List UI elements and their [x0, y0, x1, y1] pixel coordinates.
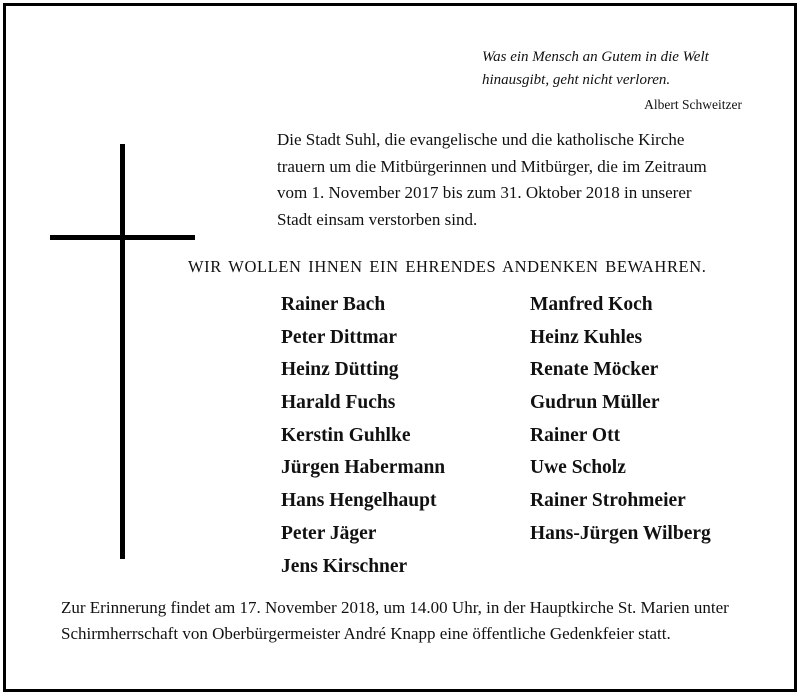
deceased-name: Uwe Scholz [530, 457, 626, 479]
footer-text [61, 595, 751, 647]
intro-line: Stadt einsam verstorben sind. [277, 209, 478, 229]
deceased-name: Jens Kirschner [281, 555, 408, 577]
intro-line: Die Stadt Suhl, die evangelische und die katholische Kirche [277, 130, 685, 149]
quote-line: Was ein Mensch an Gutem in die Welt [482, 49, 709, 65]
deceased-name: Gudrun Müller [530, 392, 660, 414]
deceased-name: Renate Möcker [530, 359, 659, 381]
cross-icon-bar [50, 235, 195, 240]
deceased-name: Heinz Dütting [281, 359, 399, 381]
names-column-left [281, 289, 445, 583]
cross-icon [120, 144, 125, 559]
footer-line: Schirmherrschaft von Oberbürgermeister André Knapp eine öffentliche Gedenkfeier statt. [61, 624, 671, 643]
quote-block [342, 46, 742, 116]
deceased-name: Peter Dittmar [281, 326, 398, 348]
deceased-name: Peter Jäger [281, 522, 377, 544]
deceased-name: Heinz Kuhles [530, 326, 643, 348]
deceased-name: Rainer Ott [530, 424, 621, 446]
motto-heading: WIR WOLLEN IHNEN EIN EHRENDES ANDENKEN BEWAHREN. [188, 257, 707, 276]
intro-line: trauern um die Mitbürgerinnen und Mitbürger, die im Zeitraum [277, 156, 707, 176]
quote-author: Albert Schweitzer [644, 97, 742, 112]
deceased-name: Manfred Koch [530, 294, 653, 315]
deceased-name: Jürgen Habermann [281, 457, 446, 479]
deceased-name: Rainer Strohmeier [530, 490, 686, 512]
deceased-name: Harald Fuchs [281, 392, 396, 414]
intro-text [277, 127, 743, 233]
deceased-name: Hans Hengelhaupt [281, 490, 437, 512]
quote-line: hinausgibt, geht nicht verloren. [482, 72, 671, 88]
names-column-right [530, 289, 711, 551]
footer-line: Zur Erinnerung findet am 17. November 2018, um 14.00 Uhr, in der Hauptkirche St. Marien unter [61, 598, 729, 617]
deceased-name: Kerstin Guhlke [281, 424, 411, 446]
deceased-name: Rainer Bach [281, 294, 386, 315]
deceased-name: Hans-Jürgen Wilberg [530, 522, 711, 544]
intro-line: vom 1. November 2017 bis zum 31. Oktober 2018 in unserer [277, 183, 692, 202]
